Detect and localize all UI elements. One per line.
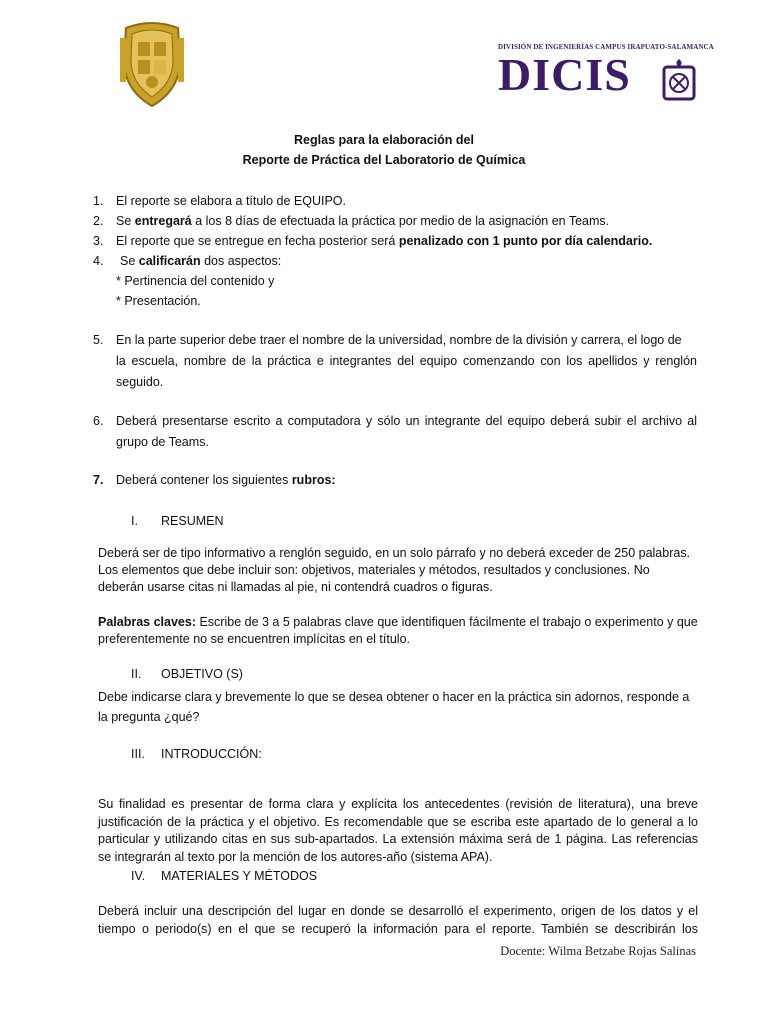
dicis-logo (496, 43, 714, 103)
rule-1-number: 1. (93, 194, 104, 208)
keywords-text: Escribe de 3 a 5 palabras clave que identifiquen fácilmente el trabajo o experimento y que preferentemente no se encuentren implícitas en el título. (98, 615, 698, 646)
dicis-wordmark: DICIS (498, 49, 631, 100)
university-seal-logo (116, 20, 188, 108)
section-1-title: RESUMEN (161, 514, 224, 528)
rule-3-text (116, 231, 652, 251)
rule-3-number: 3. (93, 234, 104, 248)
section-1-keywords (98, 614, 698, 648)
document-title-line1: Reglas para la elaboración del (294, 133, 474, 147)
section-1-body: Deberá ser de tipo informativo a renglón seguido, en un solo párrafo y no deberá exceder de 250 palabras. Los elementos que debe incluir son: objetivos, materiales y métodos, resultados y conclusiones. No deberán usarse citas ni llamadas al pie, ni contendrá cuadros o figuras. (98, 546, 691, 594)
rule-4-pre: Se (120, 254, 139, 268)
rule-4-text (120, 251, 281, 271)
division-name: DIVISIÓN DE INGENIERÍAS CAMPUS IRAPUATO-SALAMANCA (498, 43, 714, 51)
rule-2-text (116, 211, 609, 231)
section-2-numeral: II. (131, 667, 142, 681)
rule-6-line-2: grupo de Teams. (116, 435, 209, 449)
rule-7-bold: rubros: (291, 473, 336, 487)
rule-2-pre: Se (116, 214, 135, 228)
rule-4-bold: calificarán (138, 254, 201, 268)
rule-4-post: dos aspectos: (200, 254, 282, 268)
rule-5-line-2: la escuela, nombre de la práctica e integrantes del equipo comenzando con los apellidos y renglón (116, 354, 697, 368)
section-3-numeral: III. (131, 747, 145, 761)
section-4-title: MATERIALES Y MÉTODOS (161, 869, 318, 883)
section-4-numeral: IV. (131, 869, 146, 883)
rule-2-number: 2. (93, 214, 104, 228)
rule-2-bold: entregará (134, 214, 192, 228)
section-3-body: Su finalidad es presentar de forma clara y explícita los antecedentes (revisión de literatura), una breve justificación de la práctica y el objetivo. Es recomendable que se escriba este apartado de lo general a lo particular y utilizando citas en sus sub-apartados. La extensión máxima será de 1 página. Las referencias se integrarán al texto por la mención de los autores-año (sistema APA). (98, 797, 698, 864)
rule-2-post: a los 8 días de efectuada la práctica por medio de la asignación en Teams. (191, 214, 610, 228)
rule-7-number: 7. (93, 473, 104, 487)
document-title-line2: Reporte de Práctica del Laboratorio de Química (242, 153, 526, 167)
rule-5-line-1: En la parte superior debe traer el nombre de la universidad, nombre de la división y carrera, el logo de (116, 333, 682, 347)
footer-teacher: Docente: Wilma Betzabe Rojas Salinas (500, 944, 696, 958)
rule-6-line-1: Deberá presentarse escrito a computadora y sólo un integrante del equipo deberá subir el archivo al (116, 414, 697, 428)
section-4-body: Deberá incluir una descripción del lugar en donde se desarrolló el experimento, origen de los datos y el tiempo o periodo(s) en el que se recuperó la información para el reporte. También se describirán los (98, 904, 698, 936)
rule-3-pre: El reporte que se entregue en fecha posterior será (116, 234, 399, 248)
keywords-label: Palabras claves: (98, 615, 196, 629)
rule-7-pre: Deberá contener los siguientes (116, 473, 292, 487)
section-3-title: INTRODUCCIÓN: (161, 747, 262, 761)
section-1-numeral: I. (131, 514, 138, 528)
rule-1-text: El reporte se elabora a título de EQUIPO. (116, 194, 346, 208)
dicis-emblem-icon (662, 57, 696, 101)
rule-7-text (116, 470, 336, 490)
rule-4-number: 4. (93, 254, 104, 268)
rule-3-bold: penalizado con 1 punto por día calendario. (398, 234, 653, 248)
rule-4-aspect-1: * Pertinencia del contenido y (116, 274, 275, 288)
rule-6-number: 6. (93, 414, 104, 428)
rule-4-aspect-2: * Presentación. (116, 294, 201, 308)
rule-5-line-3: seguido. (116, 375, 164, 389)
rule-5-number: 5. (93, 333, 104, 347)
section-2-title: OBJETIVO (S) (161, 667, 243, 681)
section-2-body: Debe indicarse clara y brevemente lo que se desea obtener o hacer en la práctica sin adornos, responde a la pregunta ¿qué? (98, 690, 690, 724)
